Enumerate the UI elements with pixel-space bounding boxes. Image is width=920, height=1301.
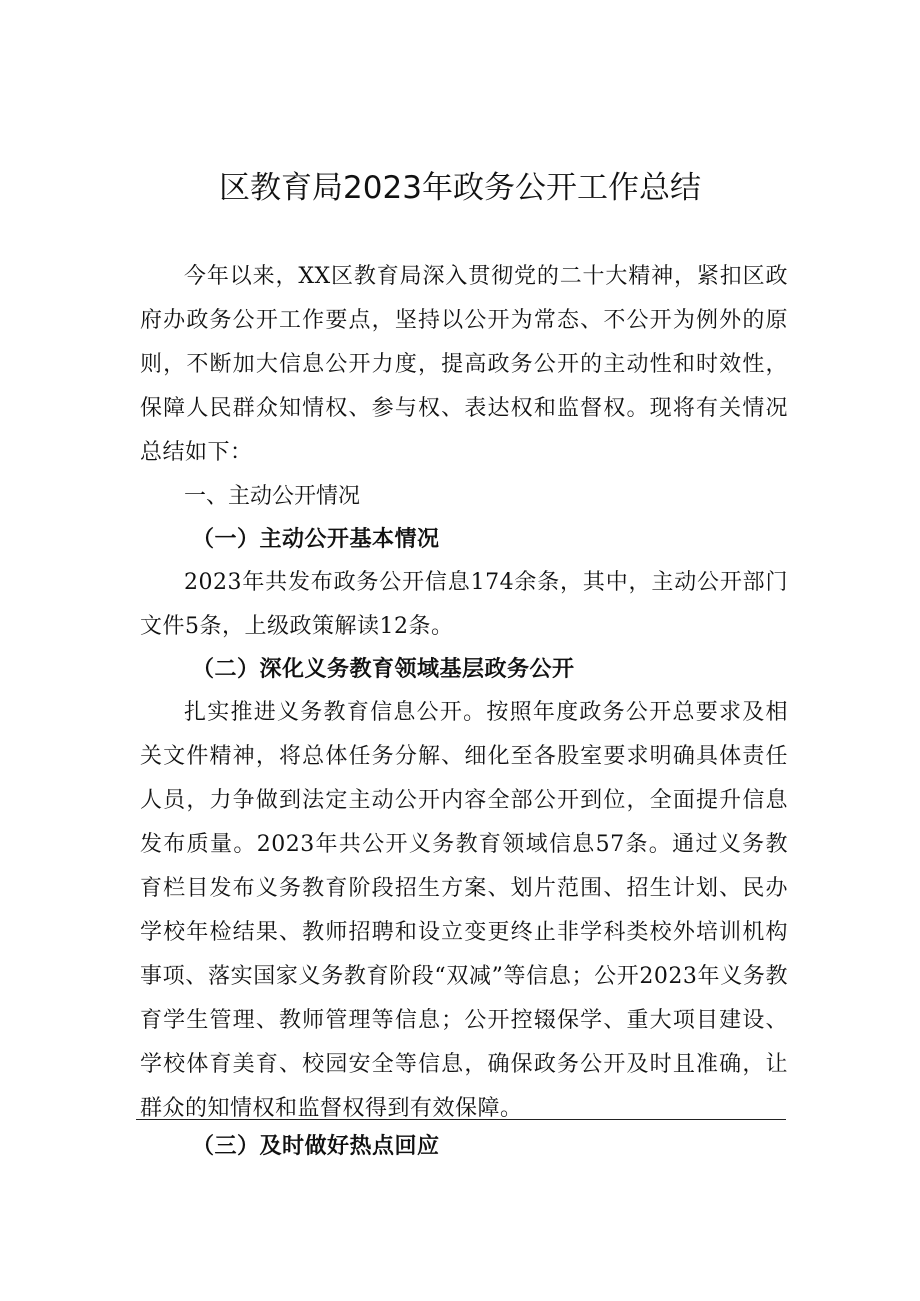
basic-situation-paragraph: 2023年共发布政务公开信息174余条，其中，主动公开部门文件5条，上级政策解读12条。	[140, 570, 788, 639]
compulsory-education-paragraph: 扎实推进义务教育信息公开。按照年度政务公开总要求及相关文件精神，将总体任务分解、细化至各股室要求明确具体责任人员，力争做到法定主动公开内容全部公开到位，全面提升信息发布质量。2023年共公开义务教育领域信息57条。通过义务教育栏目发布义务教育阶段招生方案、划片范围、招生计划、民办学校年检结果、教师招聘和设立变更终止非学科类校外培训机构事项、落实国家义务教育阶段“双减”等信息；公开2023年义务教育学生管理、教师管理等信息；公开控辍保学、重大项目建设、学校体育美育、校园安全等信息，确保政务公开及时且准确，让群众的知情权和监督权得到有效保障。	[140, 700, 788, 1121]
subsection-heading-hotspot-response: （三）及时做好热点回应	[192, 1133, 440, 1159]
intro-paragraph: 今年以来，XX区教育局深入贯彻党的二十大精神，紧扣区政府办政务公开工作要点，坚持以公开为常态、不公开为例外的原则，不断加大信息公开力度，提高政务公开的主动性和时效性，保障人民群众知情权、参与权、表达权和监督权。现将有关情况总结如下：	[140, 264, 788, 465]
subsection-heading-basic-situation: （一）主动公开基本情况	[192, 526, 440, 552]
section-heading-active-disclosure: 一、主动公开情况	[184, 484, 361, 509]
subsection-heading-compulsory-education: （二）深化义务教育领域基层政务公开	[192, 656, 575, 682]
document-title: 区教育局2023年政务公开工作总结	[219, 170, 701, 206]
page-divider	[136, 1119, 786, 1120]
